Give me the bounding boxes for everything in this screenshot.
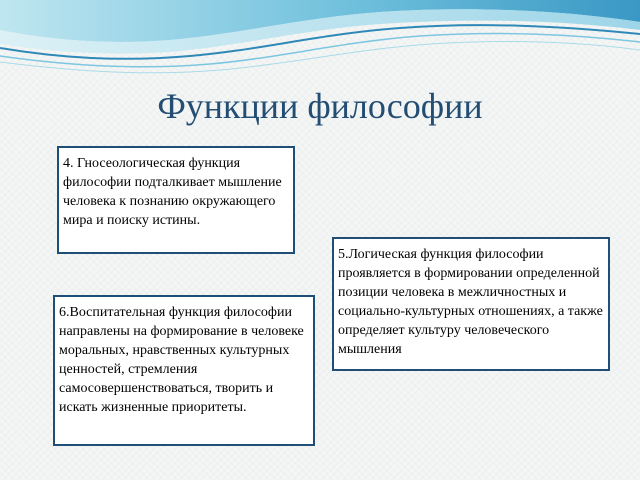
decorative-wave-header [0,0,640,80]
logical-function-box: 5.Логическая функция философии проявляется в формировании определенной позиции человека в межличностных и социально-культурных отношениях, а также определяет культуру человеческого мышления [332,237,610,371]
slide-title: Функции философии [157,86,483,126]
educational-function-box: 6.Воспитательная функция философии направлены на формирование в человеке моральных, нравственных культурных ценностей, стремления самосовершенствоваться, творить и искать жизненные приоритеты. [53,295,315,446]
gnoseological-function-box: 4. Гносеологическая функция философии подталкивает мышление человека к познанию окружающего мира и поиску истины. [57,146,295,254]
